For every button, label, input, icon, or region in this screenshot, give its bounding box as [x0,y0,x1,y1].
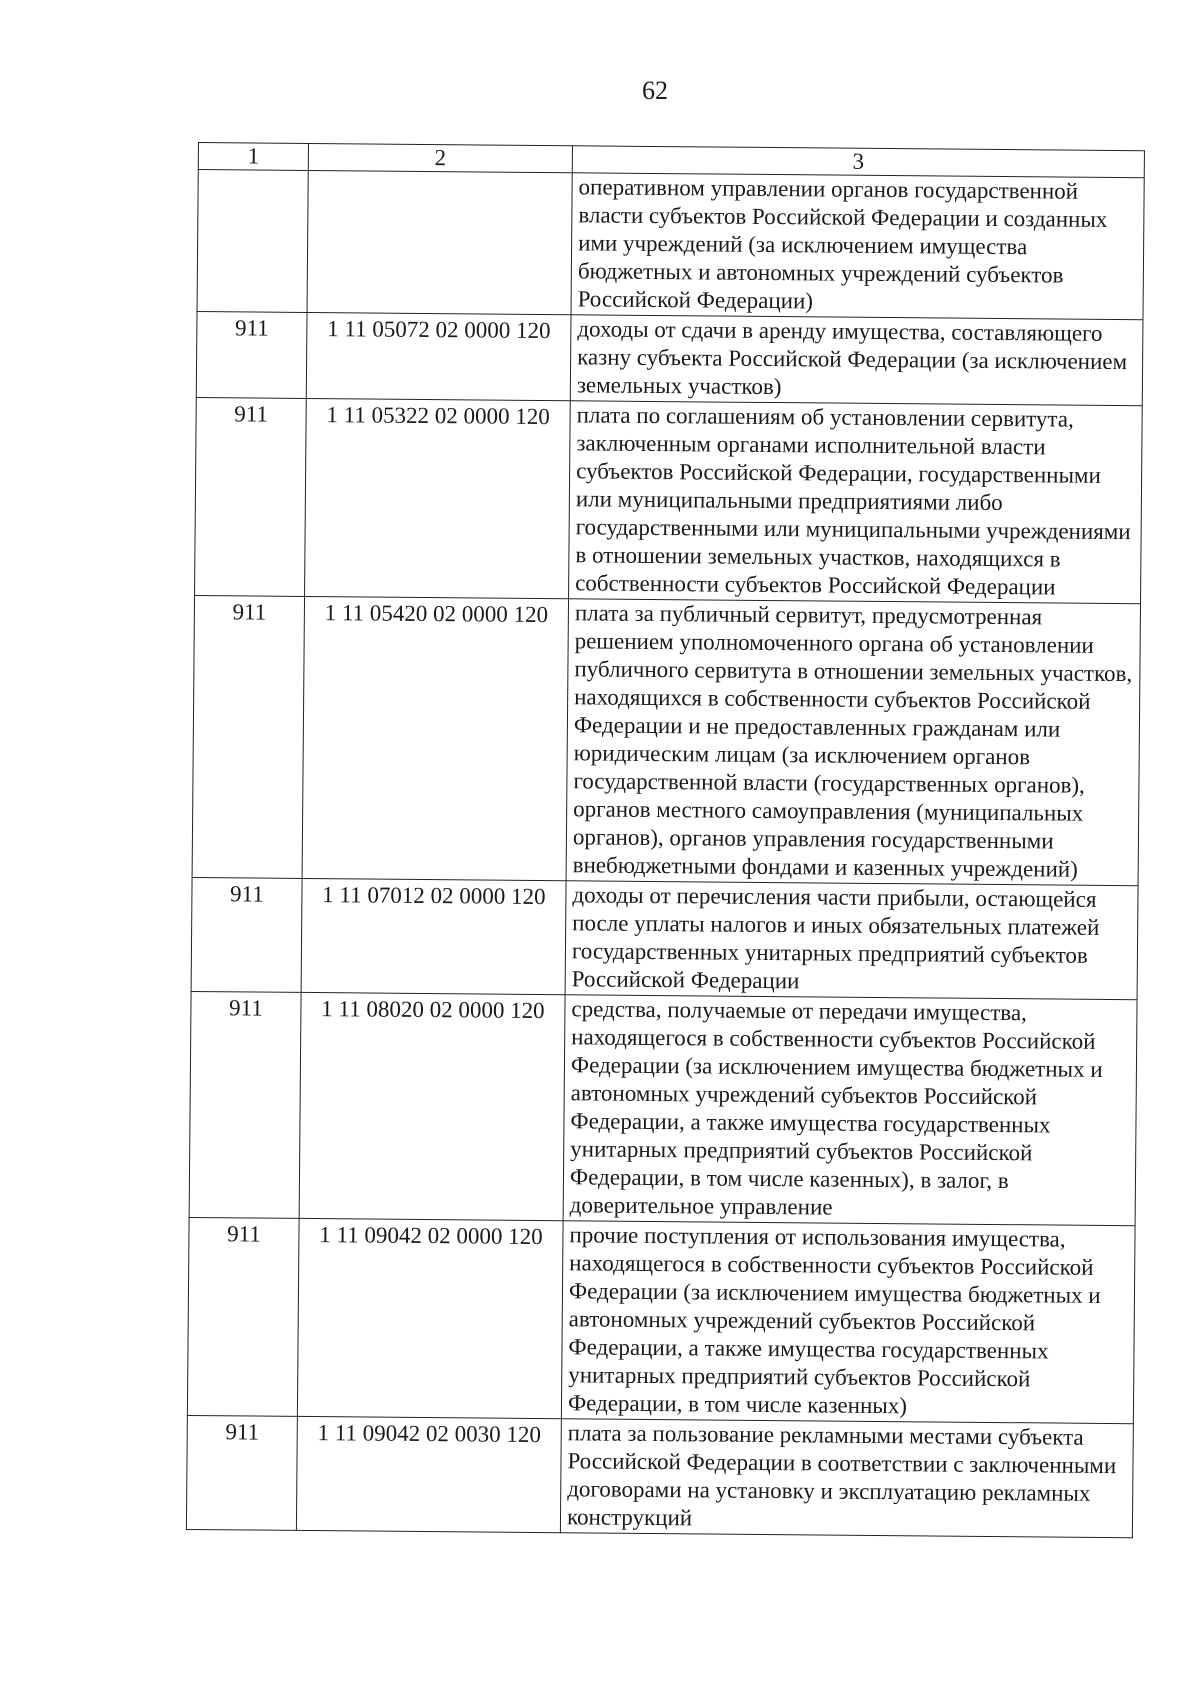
revenue-codes-table [186,142,1145,1538]
column-header-2: 2 [308,143,572,172]
revenue-code-cell: 1 11 08020 02 0000 120 [299,992,565,1220]
revenue-code-cell: 1 11 09042 02 0030 120 [296,1416,561,1532]
description-cell: оперативном управлении органов государственной власти субъектов Российской Федерации и созданных ими учреждений (за исключением имущества бюджетных и автономных учреждений субъектов Российской Федерации) [571,173,1144,320]
column-header-1: 1 [198,143,308,171]
admin-code-cell: 911 [195,397,307,596]
admin-code-cell: 911 [186,1415,297,1530]
revenue-code-cell: 1 11 05072 02 0000 120 [306,312,571,400]
admin-code-cell: 911 [189,991,301,1218]
admin-code-cell: 911 [192,595,304,878]
description-cell: доходы от сдачи в аренду имущества, составляющего казну субъекта Российской Федерации (за исключением земельных участков) [570,315,1143,406]
column-header-3: 3 [572,146,1144,178]
table-row [187,1217,1135,1423]
revenue-code-cell: 1 11 05322 02 0000 120 [305,398,571,598]
table-row [192,595,1140,885]
table-row [196,311,1143,405]
revenue-code-cell: 1 11 05420 02 0000 120 [302,596,568,880]
table-row [195,397,1143,603]
revenue-code-cell [307,170,572,314]
description-cell: плата за пользование рекламными местами субъекта Российской Федерации в соответствии с заключенными договорами на установку и эксплуатацию рекламных конструкций [560,1419,1133,1538]
table-row [197,170,1144,320]
admin-code-cell: 911 [196,311,307,398]
admin-code-cell [197,170,308,313]
description-cell: плата по соглашениям об установлении сервитута, заключенным органами исполнительной власти субъектов Российской Федерации, государственными или муниципальными предприятиями либо государственными или муниципальными учреждениями в отношении земельных участков, находящихся в собственности субъектов Российской Федерации [569,401,1143,604]
description-cell: прочие поступления от использования имущества, находящегося в собственности субъектов Российской Федерации (за исключением имущества бюджетных и автономных учреждений субъектов Российской Федерации, а также имущества государственных унитарных предприятий субъектов Российской Федерации, в том числе казенных) [561,1221,1135,1424]
table-row [186,1415,1133,1537]
admin-code-cell: 911 [191,877,302,992]
description-cell: плата за публичный сервитут, предусмотренная решением уполномоченного органа об установлении публичного сервитута в отношении земельных участков, находящихся в собственности субъектов Российской Федерации и не предоставленных гражданам или юридическим лицам (за исключением органов государственной власти (государственных органов), органов местного самоуправления (муниципальных органов), органов управления государственными внебюджетными фондами и казенных учреждений) [566,599,1140,886]
table-row [191,877,1138,999]
table-row [189,991,1137,1225]
revenue-code-cell: 1 11 09042 02 0000 120 [297,1218,563,1418]
page-number: 62 [642,76,668,105]
description-cell: доходы от перечисления части прибыли, остающейся после уплаты налогов и иных обязательных платежей государственных унитарных предприятий субъектов Российской Федерации [565,881,1138,1000]
admin-code-cell: 911 [187,1217,299,1416]
revenue-code-cell: 1 11 07012 02 0000 120 [301,878,566,994]
description-cell: средства, получаемые от передачи имущества, находящегося в собственности субъектов Российской Федерации (за исключением имущества бюджетных и автономных учреждений субъектов Российской Федерации, а также имущества государственных унитарных предприятий субъектов Российской Федерации, в том числе казенных), в залог, в доверительное управление [563,995,1137,1226]
